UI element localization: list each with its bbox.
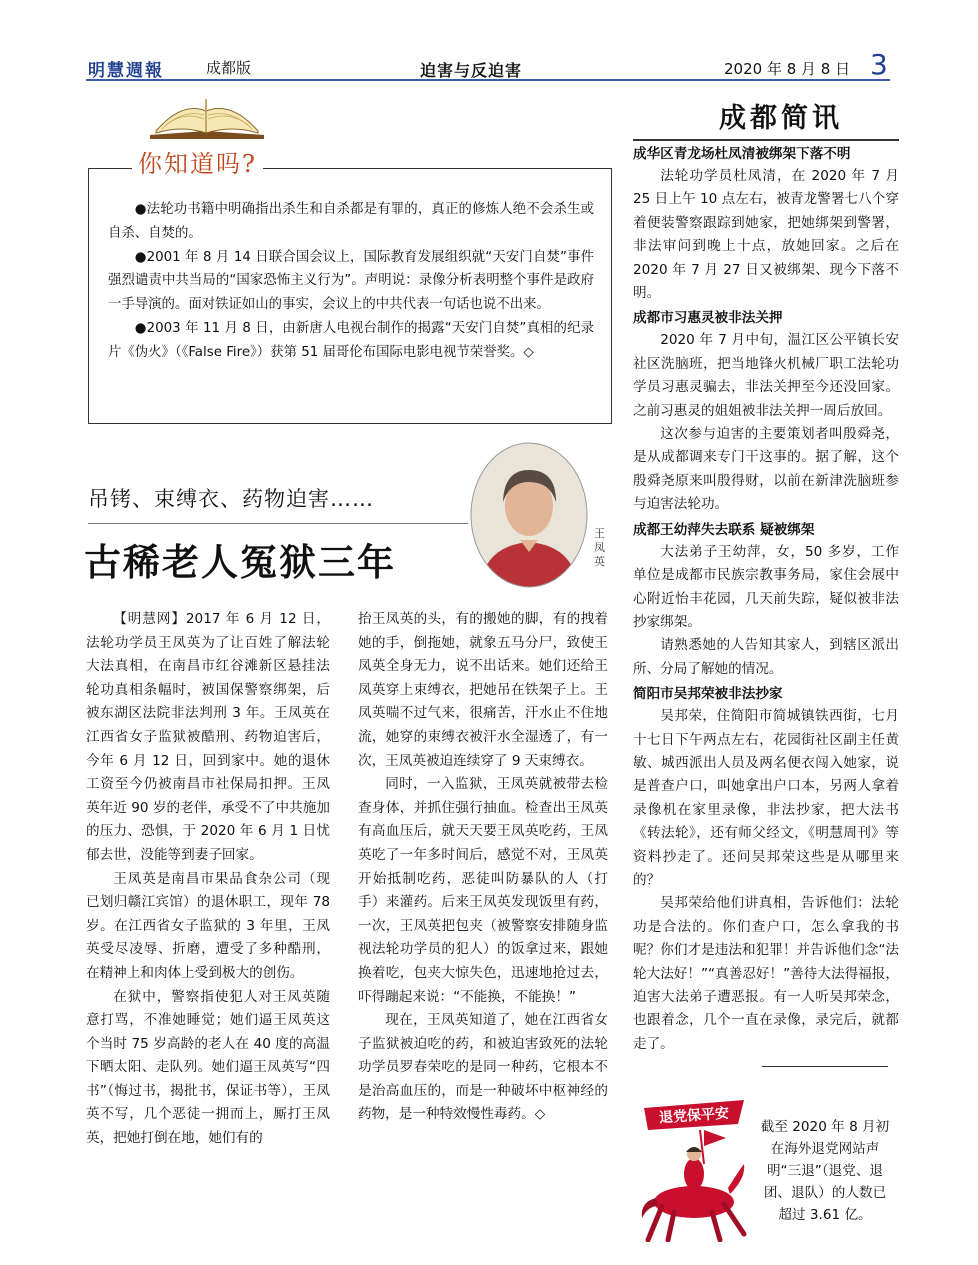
article-paragraph: 在狱中，警察指使犯人对王凤英随意打骂，不准她睡觉；她们逼王凤英这个当时 75 岁高龄的老人在 40 度的高温下晒太阳、走队列。她们逼王凤英写“四书”（悔过书，揭批书，保证书等），王凤英不写，几个恶徒一拥而上，厮打王凤英，把她打倒在地，她们有的 [86, 988, 330, 1147]
news-paragraph: 法轮功学员杜凤清，在 2020 年 7 月 25 日上午 10 点左右，被青龙警署七八个穿着便装警察跟踪到她家，把她绑架到警署，非法审问到晚上十点，放她回家。之后在 2020 年 7 月 27 日又被绑架、现今下落不明。 [633, 168, 899, 302]
promo-rule [762, 1066, 888, 1067]
news-paragraph: 吴邦荣，住简阳市简城镇铁西街，七月十七日下午两点左右，花园街社区副主任黄敏、城西派出人员及两名便衣闯入她家，说是普查户口，叫她拿出户口本，另两人拿着录像机在家里录像，非法抄家，把大法书《转法轮》，还有师父经文，《明慧周刊》等资料抄走了。还问吴邦荣这些是从哪里来的？ [633, 708, 899, 888]
news-paragraph: 大法弟子王幼萍，女，50 多岁，工作单位是成都市民族宗教事务局，家住会展中心附近怡丰花园，几天前失踪，疑似被非法抄家绑架。 [633, 543, 899, 630]
article-paragraph: 现在，王凤英知道了，她在江西省女子监狱被迫吃的药，和被迫害致死的法轮功学员罗春荣吃的是同一种药，它根本不是治高血压的，而是一种破坏中枢神经的药物，是一种特效慢性毒药。◇ [358, 1012, 608, 1123]
promo-banner: 退党保平安 [658, 1105, 730, 1127]
briefs-column [633, 96, 899, 1056]
article-kicker: 吊铐、束缚衣、药物迫害…… [88, 487, 374, 511]
news-paragraph: 这次参与迫害的主要策划者叫殷舜尧，是从成都调来专门干这事的。据了解，这个殷舜尧原来叫殷得财，以前在新津洗脑班参与迫害法轮功。 [633, 426, 899, 513]
article-paragraph: 同时，一入监狱，王凤英就被带去检查身体，并抓住强行抽血。检查出王凤英有高血压后，就天天要王凤英吃药，王凤英吃了一年多时间后，感觉不对，王凤英开始抵制吃药，恶徒叫防暴队的人（打手）来灌药。后来王凤英发现饭里有药，一次，王凤英把包夹（被警察安排随身监视法轮功学员的犯人）的饭拿过来，跟她换着吃，包夹大惊失色，迅速地抢过去，吓得蹦起来说：“不能换，不能换！” [358, 776, 608, 1005]
promo-text: 截至 2020 年 8 月初在海外退党网站声明“三退”（退党、退团、退队）的人数已超过 3.61 亿。 [760, 1119, 890, 1223]
did-you-know-text [108, 198, 594, 365]
news-paragraph: 2020 年 7 月中旬，温江区公平镇长安社区洗脑班，把当地锋火机械厂职工法轮功学员习惠灵骗去，非法关押至今还没回家。之前习惠灵的姐姐被非法关押一周后放回。 [633, 332, 899, 419]
briefs-title: 成都简讯 [719, 103, 843, 134]
portrait-photo [470, 442, 588, 588]
news-paragraph: 吴邦荣给他们讲真相，告诉他们：法轮功是合法的。你们查户口，怎么拿我的书呢？你们才是违法和犯罪！并告诉他们念“法轮大法好！”“真善忍好！”善待大法得福报，迫害大法弟子遭恶报。有一人听吴邦荣念，也跟着念，几个一直在录像，录完后，就都走了。 [633, 895, 899, 1052]
did-you-know-title: 你知道吗? [132, 144, 263, 179]
news-body [633, 165, 899, 305]
news-headline: 简阳市吴邦荣被非法抄家 [633, 686, 783, 703]
news-headline: 成都市习惠灵被非法关押 [633, 310, 783, 327]
masthead: 明慧週報 [88, 61, 164, 81]
article-paragraph: 王凤英是南昌市果品食杂公司（现已划归赣江宾馆）的退休职工，现年 78 岁。在江西省女子监狱的 3 年里，王凤英受尽凌辱、折磨，遭受了多种酷刑，在精神上和肉体上受到极大的创伤。 [86, 870, 330, 981]
section-title: 迫害与反迫害 [420, 61, 523, 80]
news-body [633, 541, 899, 681]
briefs-rule [633, 139, 899, 141]
fact-item: ●2001 年 8 月 14 日联合国会议上，国际教育发展组织就“天安门自焚”事件强烈谴责中共当局的“国家恐怖主义行为”。声明说：录像分析表明整个事件是政府一手导演的。面对铁证如山的事实，会议上的中共代表一句话也说不出来。 [108, 249, 594, 313]
issue-date: 2020 年 8 月 8 日 [724, 60, 851, 78]
article-paragraph: 【明慧网】2017 年 6 月 12 日，法轮功学员王凤英为了让百姓了解法轮大法真相，在南昌市红谷滩新区悬挂法轮功真相条幅时，被国保警察绑架，后被东湖区法院非法判刑 3 年。王凤英在江西省女子监狱被酷刑、药物迫害后，今年 6 月 12 日，回到家中。她的退休工资至今仍被南昌市社保局扣押。王凤英年近 90 岁的老伴，承受不了中共施加的压力、恐惧，于 2020 年 6 月 1 日忧郁去世，没能等到妻子回家。 [86, 611, 330, 863]
news-headline: 成都王幼萍失去联系 疑被绑架 [633, 521, 815, 538]
news-body [633, 705, 899, 1056]
news-headline: 成华区青龙场杜凤清被绑架下落不明 [633, 146, 851, 162]
header-rule [86, 79, 890, 81]
article-paragraph: 抬王凤英的头，有的搬她的脚，有的拽着她的手，倒拖她，就象五马分尸，致使王凤英全身无力，说不出话来。她们还给王凤英穿上束缚衣，把她吊在铁架子上。王凤英喘不过气来，很痛苦，汗水止不住地流，她穿的束缚衣被汗水全湿透了，有一次，王凤英被迫连续穿了 9 天束缚衣。 [358, 611, 608, 769]
article-headline: 古稀老人冤狱三年 [84, 541, 396, 584]
kicker-rule [88, 523, 468, 524]
fact-item: ●法轮功书籍中明确指出杀生和自杀都是有罪的，真正的修炼人绝不会杀生或自杀、自焚的。 [108, 202, 594, 241]
article-column-1 [86, 608, 330, 1151]
page-number: 3 [870, 48, 888, 81]
news-body [633, 329, 899, 516]
photo-caption: 王凤英 [594, 527, 605, 568]
edition-label: 成都版 [206, 59, 252, 77]
fact-item: ●2003 年 11 月 8 日，由新唐人电视台制作的揭露“天安门自焚”真相的纪录片《伪火》（《False Fire》）获第 51 届哥伦布国际电影电视节荣誉奖。◇ [108, 320, 594, 360]
article-column-2 [358, 608, 608, 1127]
news-paragraph: 请熟悉她的人告知其家人，到辖区派出所、分局了解她的情况。 [633, 637, 899, 677]
horse-rider-illustration [634, 1094, 758, 1242]
open-book-icon [142, 91, 272, 141]
